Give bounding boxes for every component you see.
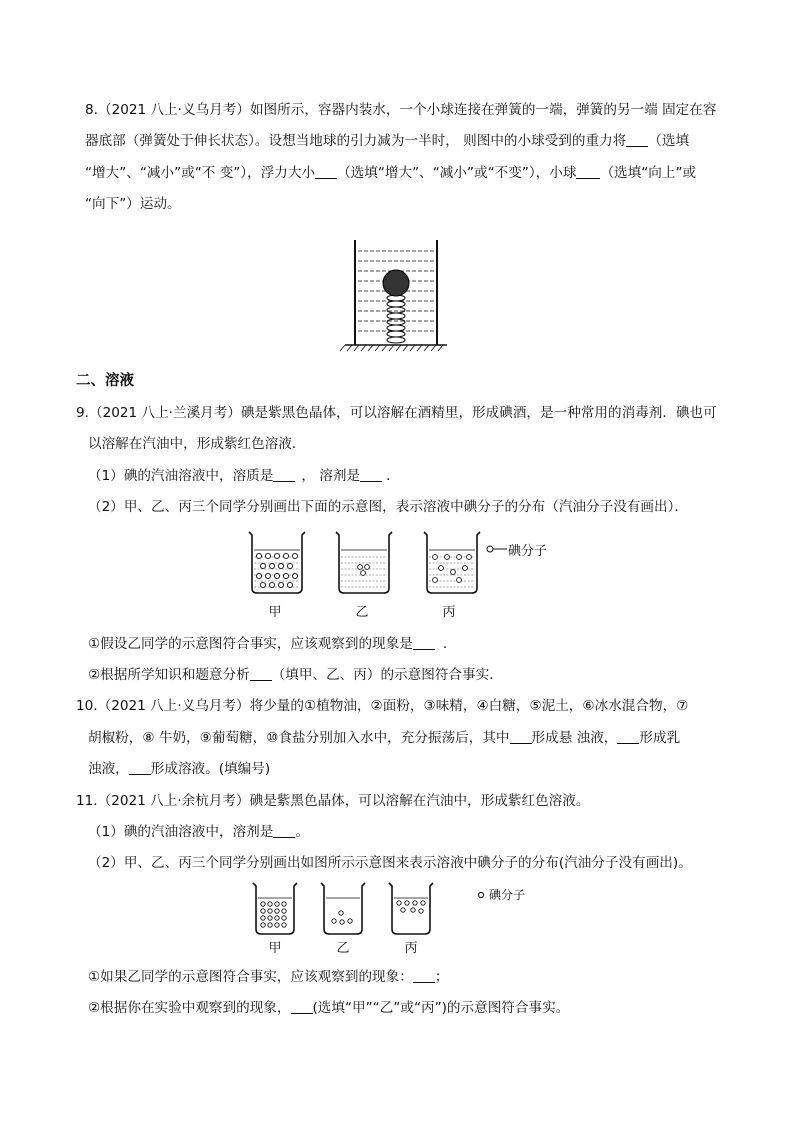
- q11-beaker-jia: [251, 881, 299, 937]
- q9-text: ， 溶剂是: [301, 468, 361, 484]
- q11-part-2: [88, 854, 692, 872]
- q9-text: ．: [386, 468, 400, 484]
- q9-text: （2）甲、乙、丙三个同学分别画出下面的示意图，表示溶液中碘分子的分布（汽油分子没有画出）．: [88, 499, 688, 515]
- q8-container-figure: [340, 235, 450, 355]
- q8-text: （选填: [648, 133, 690, 149]
- q11-text: 11.（2021 八上·余杭月考）碘是紫黑色晶体，可以溶解在汽油中，形成紫红色溶液。: [76, 793, 590, 809]
- q9-legend-label: 碘分子: [508, 544, 548, 559]
- q8-line-2: [85, 132, 689, 150]
- q8-blank-direction[interactable]: [576, 164, 600, 179]
- q8-blank-gravity[interactable]: [626, 132, 648, 147]
- q8-text: “增大”、“减小”或“不 变”），浮力大小: [85, 165, 316, 181]
- q8-line-4: [85, 195, 181, 213]
- q9-part-1: [88, 467, 400, 485]
- q10-text: 形成乳: [639, 730, 681, 746]
- q8-text: （选填“向上”或: [600, 165, 697, 181]
- q9-beaker-yi: [333, 530, 395, 596]
- q9-sub-2: [88, 666, 503, 684]
- q9-text: 9.（2021 八上·兰溪月考）碘是紫黑色晶体，可以溶解在酒精里，形成碘酒，是一种常用的消毒剂．碘也可: [76, 405, 717, 421]
- q9-text: （填甲、乙、丙）的示意图符合事实．: [271, 667, 503, 683]
- q11-sub-1: [88, 968, 448, 986]
- q8-text: “向下”）运动。: [85, 196, 181, 212]
- q10-text: 浊液，: [88, 761, 129, 777]
- q9-sub-1: [88, 635, 456, 653]
- q8-text: 8.（2021 八上·义乌月考）如图所示，容器内装水，一个小球连接在弹簧的一端，弹簧的另一端 固定在容: [85, 102, 717, 118]
- q8-line-3: [85, 164, 696, 182]
- q11-text: （1）碘的汽油溶液中，溶剂是: [88, 824, 274, 840]
- q9-text: ②根据所学知识和题意分析: [88, 667, 250, 683]
- q11-text: （2）甲、乙、丙三个同学分别画出如图所示示意图来表示溶液中碘分子的分布(汽油分子没有画出)。: [88, 855, 692, 871]
- q8-text: 器底部（弹簧处于伸长状态）。设想当地球的引力减为一半时， 则图中的小球受到的重力将: [85, 133, 627, 149]
- q9-beaker-jia: [246, 530, 308, 596]
- q9-line-2: [88, 435, 306, 453]
- q10-text: 形成溶液。(填编号): [150, 761, 271, 777]
- q9-beaker-bing: [421, 530, 483, 596]
- q9-text: 以溶解在汽油中，形成紫红色溶液．: [88, 436, 306, 452]
- q10-line-1: [76, 697, 688, 715]
- q10-text: 胡椒粉，⑧ 牛奶，⑨葡萄糖，⑩食盐分别加入水中，充分振荡后，其中: [88, 730, 510, 746]
- ball: [383, 270, 409, 296]
- q9-text: ．: [442, 636, 457, 652]
- q11-line-1: [76, 792, 589, 810]
- q11-text: (选填“甲”“乙”或“丙”)的示意图符合事实。: [312, 1000, 570, 1016]
- q11-text: 。: [295, 824, 309, 840]
- q9-text: （1）碘的汽油溶液中，溶质是: [88, 468, 274, 484]
- q10-blank-emulsion[interactable]: [617, 729, 639, 744]
- q11-legend-label: 碘分子: [489, 888, 526, 902]
- section-title: [76, 372, 134, 390]
- q9-label-bing: 丙: [442, 605, 456, 620]
- q11-label-bing: 丙: [404, 941, 418, 956]
- q10-line-2: [88, 729, 680, 747]
- section-title-text: 二、溶液: [76, 373, 134, 389]
- q9-line-1: [76, 404, 717, 422]
- q8-blank-buoyancy[interactable]: [315, 164, 337, 179]
- q11-beaker-yi: [319, 881, 367, 937]
- q10-blank-solution[interactable]: [129, 760, 151, 775]
- q9-blank-diagram[interactable]: [250, 666, 272, 681]
- q11-text: ②根据你在实验中观察到的现象，: [88, 1000, 291, 1016]
- q10-text: 10.（2021 八上·义乌月考）将少量的①植物油，②面粉，③味精，④白糖，⑤泥土，⑥冰水混合物，⑦: [76, 698, 689, 714]
- q9-label-yi: 乙: [355, 605, 369, 620]
- q11-text: ①如果乙同学的示意图符合事实，应该观察到的现象：: [88, 969, 413, 985]
- q8-line-1: [85, 101, 716, 119]
- q9-blank-solute[interactable]: [273, 467, 295, 482]
- q10-blank-suspension[interactable]: [510, 729, 532, 744]
- q11-text: ；: [434, 969, 449, 985]
- q11-beaker-bing: [387, 881, 435, 937]
- q11-blank-solvent[interactable]: [273, 823, 295, 838]
- q11-label-yi: 乙: [336, 941, 350, 956]
- q10-text: 形成悬 浊液，: [531, 730, 618, 746]
- q11-blank-diagram[interactable]: [291, 999, 313, 1014]
- q9-label-jia: 甲: [268, 605, 282, 620]
- q10-line-3: [88, 760, 270, 778]
- q11-sub-2: [88, 999, 569, 1017]
- q8-text: （选填“增大”、“减小”或“不变”），小球: [337, 165, 577, 181]
- q11-legend-molecule-icon: [476, 890, 486, 900]
- q11-blank-phenomenon[interactable]: [413, 968, 435, 983]
- q9-blank-phenomenon[interactable]: [413, 635, 435, 650]
- q9-text: ①假设乙同学的示意图符合事实，应该观察到的现象是: [88, 636, 413, 652]
- q9-legend-molecule-icon: [485, 543, 509, 555]
- q9-part-2: [88, 498, 688, 516]
- q11-part-1: [88, 823, 309, 841]
- q9-blank-solvent[interactable]: [360, 467, 382, 482]
- q11-label-jia: 甲: [268, 941, 282, 956]
